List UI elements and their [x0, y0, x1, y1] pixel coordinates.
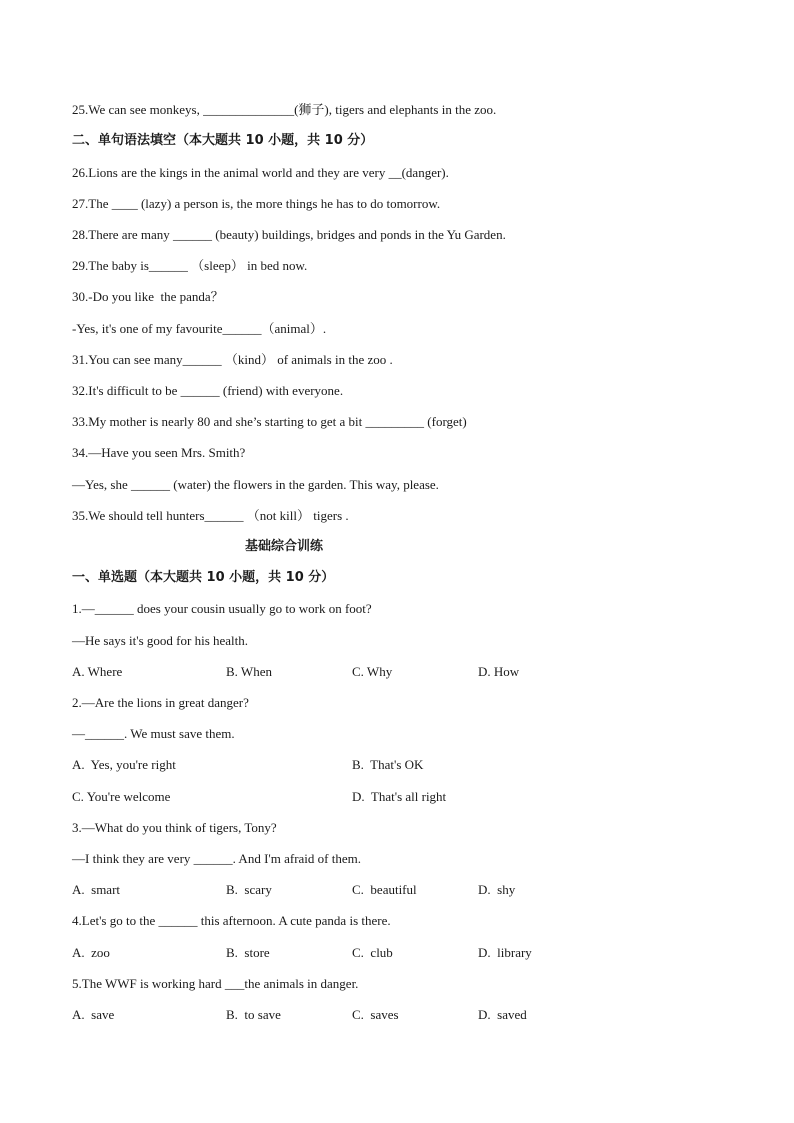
mc-question-1: 1.—______ does your cousin usually go to work on foot? [72, 601, 372, 616]
mc1-option-d[interactable]: D. How [478, 664, 520, 679]
mc4-option-a[interactable]: A. zoo [72, 945, 110, 960]
mc2-option-a[interactable]: A. Yes, you're right [72, 757, 176, 772]
mc1-option-b[interactable]: B. When [226, 664, 272, 679]
question-33: 33.My mother is nearly 80 and she’s starting to get a bit _________ (forget) [72, 414, 467, 429]
mc4-option-c[interactable]: C. club [352, 945, 393, 960]
mc5-option-b[interactable]: B. to save [226, 1007, 281, 1022]
question-28: 28.There are many ______ (beauty) buildings, bridges and ponds in the Yu Garden. [72, 227, 506, 242]
mc-question-3: 3.—What do you think of tigers, Tony? [72, 820, 277, 835]
question-31: 31.You can see many______ （kind） of animals in the zoo . [72, 352, 393, 367]
mc5-option-d[interactable]: D. saved [478, 1007, 527, 1022]
mc3-option-b[interactable]: B. scary [226, 882, 272, 897]
question-29: 29.The baby is______ （sleep） in bed now. [72, 258, 308, 273]
mc2-option-c[interactable]: C. You're welcome [72, 789, 171, 804]
section-heading-grammar: 二、单句语法填空（本大题共 10 小题，共 10 分） [72, 133, 374, 148]
mc2-option-d[interactable]: D. That's all right [352, 789, 447, 804]
question-30-line2: -Yes, it's one of my favourite______（animal）. [72, 321, 327, 336]
mc-question-2-response: —______. We must save them. [72, 726, 235, 741]
question-26: 26.Lions are the kings in the animal world and they are very __(danger). [72, 165, 449, 180]
question-27: 27.The ____ (lazy) a person is, the more things he has to do tomorrow. [72, 196, 441, 211]
mc-question-3-response: —I think they are very ______. And I'm afraid of them. [72, 851, 361, 866]
question-30-line1: 30.-Do you like the panda？ [72, 289, 224, 304]
mc-question-4: 4.Let's go to the ______ this afternoon. A cute panda is there. [72, 913, 391, 928]
question-35: 35.We should tell hunters______ （not kill） tigers . [72, 508, 349, 523]
mc-question-2: 2.—Are the lions in great danger? [72, 695, 249, 710]
mc3-option-d[interactable]: D. shy [478, 882, 516, 897]
mc-question-5: 5.The WWF is working hard ___the animals in danger. [72, 976, 359, 991]
question-34-line2: —Yes, she ______ (water) the flowers in the garden. This way, please. [72, 477, 439, 492]
mc3-option-c[interactable]: C. beautiful [352, 882, 417, 897]
training-title: 基础综合训练 [244, 539, 323, 554]
mc1-option-c[interactable]: C. Why [352, 664, 393, 679]
mc4-option-d[interactable]: D. library [478, 945, 532, 960]
question-34-line1: 34.—Have you seen Mrs. Smith? [72, 445, 246, 460]
mc5-option-a[interactable]: A. save [72, 1007, 115, 1022]
mc5-option-c[interactable]: C. saves [352, 1007, 399, 1022]
mc1-option-a[interactable]: A. Where [72, 664, 123, 679]
mc2-option-b[interactable]: B. That's OK [352, 757, 424, 772]
section-heading-single-choice: 一、单选题（本大题共 10 小题，共 10 分） [72, 570, 335, 585]
mc3-option-a[interactable]: A. smart [72, 882, 121, 897]
question-25: 25.We can see monkeys, ______________(狮子), tigers and elephants in the zoo. [72, 102, 497, 117]
question-32: 32.It's difficult to be ______ (friend) with everyone. [72, 383, 344, 398]
mc-question-1-response: —He says it's good for his health. [72, 633, 249, 648]
mc4-option-b[interactable]: B. store [226, 945, 270, 960]
